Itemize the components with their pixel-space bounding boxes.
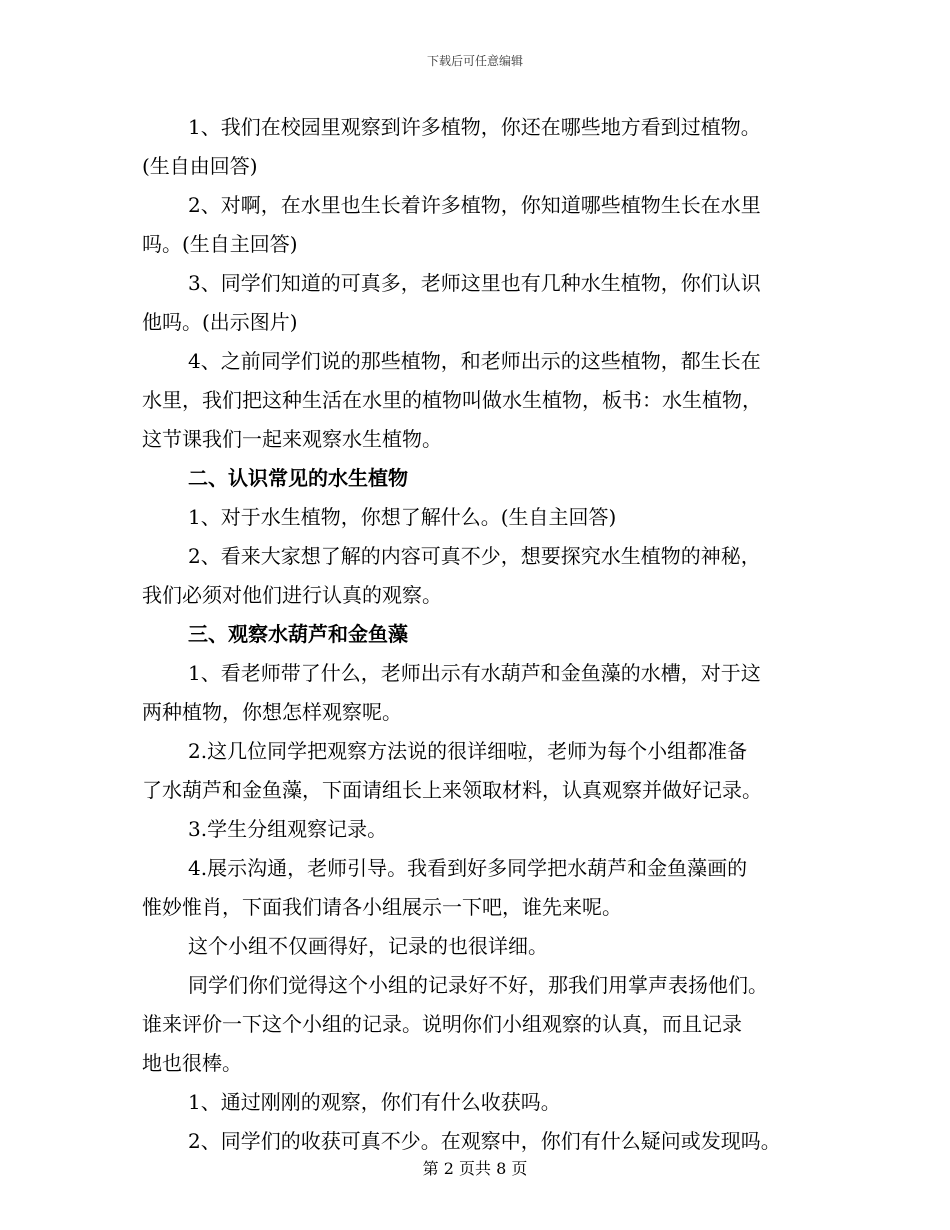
paragraph-line: 这节课我们一起来观察水生植物。 bbox=[142, 427, 442, 451]
paragraph-line: 1、对于水生植物，你想了解什么。(生自主回答) bbox=[188, 505, 617, 529]
document-body bbox=[142, 108, 842, 1161]
page-header: 下载后可任意编辑 bbox=[426, 54, 523, 68]
page-footer: 第 2 页共 8 页 bbox=[422, 1159, 528, 1178]
paragraph-line: 3.学生分组观察记录。 bbox=[188, 817, 388, 841]
paragraph-line: 2.这几位同学把观察方法说的很详细啦，老师为每个小组都准备 bbox=[188, 739, 748, 763]
paragraph-line: 他吗。(出示图片) bbox=[142, 310, 298, 334]
paragraph-line: 这个小组不仅画得好，记录的也很详细。 bbox=[188, 934, 548, 958]
paragraph-line: 2、看来大家想了解的内容可真不少，想要探究水生植物的神秘， bbox=[188, 544, 761, 568]
paragraph-line: 惟妙惟肖，下面我们请各小组展示一下吧，谁先来呢。 bbox=[142, 895, 622, 919]
paragraph-line: 两种植物，你想怎样观察呢。 bbox=[142, 700, 402, 724]
paragraph-line: 1、我们在校园里观察到许多植物，你还在哪些地方看到过植物。 bbox=[188, 115, 761, 139]
section-heading: 三、观察水葫芦和金鱼藻 bbox=[188, 622, 408, 646]
paragraph-line: 2、同学们的收获可真不少。在观察中，你们有什么疑问或发现吗。 bbox=[188, 1129, 781, 1153]
paragraph-line: 1、通过刚刚的观察，你们有什么收获吗。 bbox=[188, 1090, 561, 1114]
paragraph-line: 同学们你们觉得这个小组的记录好不好，那我们用掌声表扬他们。 bbox=[188, 973, 768, 997]
paragraph-line: 我们必须对他们进行认真的观察。 bbox=[142, 583, 442, 607]
paragraph-line: 吗。(生自主回答) bbox=[142, 232, 298, 256]
paragraph-line: 4.展示沟通，老师引导。我看到好多同学把水葫芦和金鱼藻画的 bbox=[188, 856, 748, 880]
paragraph-line: 2、对啊，在水里也生长着许多植物，你知道哪些植物生长在水里 bbox=[188, 193, 761, 217]
paragraph-line: 4、之前同学们说的那些植物，和老师出示的这些植物，都生长在 bbox=[188, 349, 761, 373]
paragraph-line: (生自由回答) bbox=[142, 154, 258, 178]
paragraph-line: 地也很棒。 bbox=[142, 1051, 242, 1075]
paragraph-line: 3、同学们知道的可真多，老师这里也有几种水生植物，你们认识 bbox=[188, 271, 761, 295]
paragraph-line: 1、看老师带了什么，老师出示有水葫芦和金鱼藻的水槽，对于这 bbox=[188, 661, 761, 685]
paragraph-line: 了水葫芦和金鱼藻，下面请组长上来领取材料，认真观察并做好记录。 bbox=[142, 778, 762, 802]
paragraph-line: 谁来评价一下这个小组的记录。说明你们小组观察的认真，而且记录 bbox=[142, 1012, 742, 1036]
section-heading: 二、认识常见的水生植物 bbox=[188, 466, 408, 490]
paragraph-line: 水里，我们把这种生活在水里的植物叫做水生植物，板书：水生植物， bbox=[142, 388, 762, 412]
